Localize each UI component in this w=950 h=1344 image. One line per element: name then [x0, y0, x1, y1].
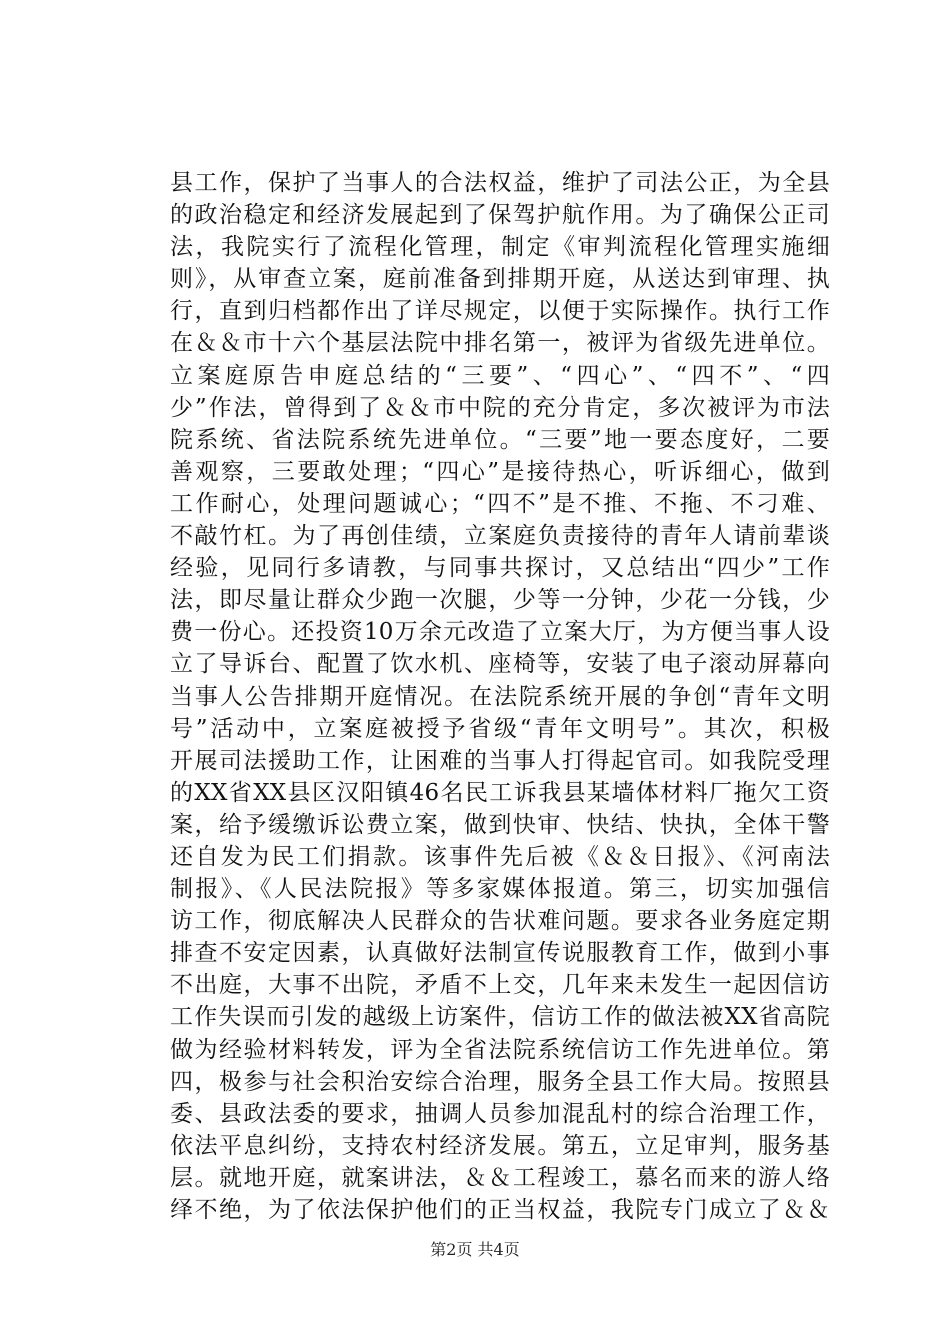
text-line: 工作失误而引发的越级上访案件，信访工作的做法被XX省高院	[170, 1004, 830, 1031]
text-line: 善观察，三要敢处理；“四心”是接待热心，听诉细心，做到	[170, 458, 830, 485]
text-line: 制报》、《人民法院报》等多家媒体报道。第三，切实加强信	[170, 876, 830, 903]
text-line: 立了导诉台、配置了饮水机、座椅等，安装了电子滚动屏幕向	[170, 651, 830, 678]
body-text	[170, 167, 830, 1226]
text-line: 不出庭，大事不出院，矛盾不上交，几年来未发生一起因信访	[170, 972, 830, 999]
text-line: 绎不绝，为了依法保护他们的正当权益，我院专门成立了＆＆	[170, 1197, 830, 1223]
text-line: 的政治稳定和经济发展起到了保驾护航作用。为了确保公正司	[170, 202, 830, 229]
text-line: 层。就地开庭，就案讲法，＆＆工程竣工，慕名而来的游人络	[170, 1164, 830, 1191]
text-line: 号”活动中，立案庭被授予省级“青年文明号”。其次，积极	[170, 715, 830, 742]
text-line: 立案庭原告申庭总结的“三要”、“四心”、“四不”、“四	[170, 362, 830, 389]
text-line: 行，直到归档都作出了详尽规定，以便于实际操作。执行工作	[170, 298, 830, 325]
text-line: 还自发为民工们捐款。该事件先后被《＆＆日报》、《河南法	[170, 843, 830, 870]
text-line: 案，给予缓缴诉讼费立案，做到快审、快结、快执，全体干警	[170, 811, 830, 838]
text-line: 排查不安定因素，认真做好法制宣传说服教育工作，做到小事	[170, 940, 830, 967]
text-line: 的XX省XX县区汉阳镇46名民工诉我县某墙体材料厂拖欠工资	[170, 779, 830, 806]
text-line: 当事人公告排期开庭情况。在法院系统开展的争创“青年文明	[170, 683, 830, 710]
text-line: 少”作法，曾得到了＆＆市中院的充分肯定，多次被评为市法	[170, 394, 830, 421]
text-line: 委、县政法委的要求，抽调人员参加混乱村的综合治理工作，	[170, 1100, 830, 1127]
text-line: 依法平息纠纷，支持农村经济发展。第五，立足审判，服务基	[170, 1132, 830, 1159]
text-line: 则》，从审查立案，庭前准备到排期开庭，从送达到审理、执	[170, 266, 830, 293]
page-number-footer: 第2页 共4页	[430, 1240, 520, 1259]
text-line: 访工作，彻底解决人民群众的告状难问题。要求各业务庭定期	[170, 908, 830, 935]
text-line: 法，我院实行了流程化管理，制定《审判流程化管理实施细	[170, 234, 830, 261]
text-line: 经验，见同行多请教，与同事共探讨，又总结出“四少”工作	[170, 555, 830, 582]
text-line: 县工作，保护了当事人的合法权益，维护了司法公正，为全县	[170, 170, 830, 196]
text-line: 在＆＆市十六个基层法院中排名第一，被评为省级先进单位。	[170, 330, 830, 357]
text-line: 费一份心。还投资10万余元改造了立案大厅，为方便当事人设	[170, 619, 830, 646]
text-line: 院系统、省法院系统先进单位。“三要”地一要态度好，二要	[170, 426, 830, 453]
text-line: 开展司法援助工作，让困难的当事人打得起官司。如我院受理	[170, 747, 830, 774]
text-line: 不敲竹杠。为了再创佳绩，立案庭负责接待的青年人请前辈谈	[170, 523, 830, 550]
text-line: 法，即尽量让群众少跑一次腿，少等一分钟，少花一分钱，少	[170, 587, 830, 614]
text-line: 做为经验材料转发，评为全省法院系统信访工作先进单位。第	[170, 1036, 830, 1063]
text-line: 工作耐心，处理问题诚心；“四不”是不推、不拖、不刁难、	[170, 490, 830, 517]
text-line: 四，极参与社会积治安综合治理，服务全县工作大局。按照县	[170, 1068, 830, 1095]
